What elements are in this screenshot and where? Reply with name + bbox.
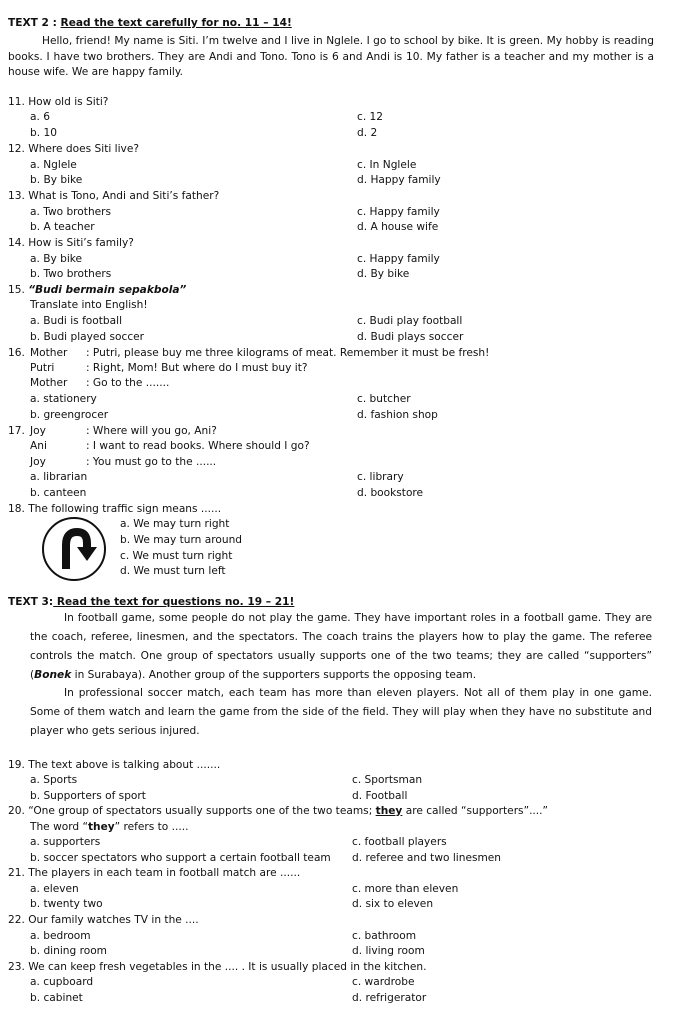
question-23: 23. We can keep fresh vegetables in the .... . It is usually placed in the kitchen. [8, 961, 427, 973]
question-19: 19. The text above is talking about ....... [8, 759, 221, 771]
option-20b: b. soccer spectators who support a certain football team [30, 852, 331, 864]
dialog-17-speaker-3: Joy [30, 456, 46, 468]
option-21b: b. twenty two [30, 898, 103, 910]
option-11d: d. 2 [357, 127, 378, 139]
text3-heading-instruction: Read the text for questions no. 19 – 21! [53, 596, 295, 608]
question-14: 14. How is Siti’s family? [8, 237, 134, 249]
option-22d: d. living room [352, 945, 425, 957]
text2-heading-prefix: TEXT 2 : [8, 17, 61, 29]
question-13: 13. What is Tono, Andi and Siti’s father? [8, 190, 220, 202]
option-16a: a. stationery [30, 393, 97, 405]
option-17b: b. canteen [30, 487, 87, 499]
dialog-16-speaker-2: Putri [30, 362, 55, 374]
option-22a: a. bedroom [30, 930, 91, 942]
question-20-sub-text: The word “ [30, 821, 88, 833]
option-23a: a. cupboard [30, 976, 94, 988]
question-16-number: 16. [8, 347, 25, 359]
option-23d: d. refrigerator [352, 992, 427, 1004]
option-17d: d. bookstore [357, 487, 424, 499]
option-15c: c. Budi play football [357, 315, 463, 327]
text3-p1-text-end: in Surabaya). Another group of the supporters supports the opposing team. [71, 669, 477, 681]
option-13a: a. Two brothers [30, 206, 112, 218]
option-20c: c. football players [352, 836, 447, 848]
option-16b: b. greengrocer [30, 409, 109, 421]
text3-p1-italic: Bonek [34, 669, 72, 681]
option-21a: a. eleven [30, 883, 79, 895]
option-14b: b. Two brothers [30, 268, 112, 280]
option-23b: b. cabinet [30, 992, 83, 1004]
dialog-16-line-1: : Putri, please buy me three kilograms of meat. Remember it must be fresh! [86, 347, 490, 359]
question-20-sub [30, 820, 189, 834]
option-18a: a. We may turn right [120, 518, 230, 530]
option-11a: a. 6 [30, 111, 50, 123]
text3-p1-text: In football game, some people do not play the game. They have important roles in a football game. They are the coach, referee, linesmen, and the spectators. The coach trains the players how to play the game. The referee controls the match. One group of spectators usually supports one of the two teams; they are called “supporters” ( [30, 612, 652, 681]
text2-heading-instruction: Read the text carefully for no. 11 – 14! [60, 17, 292, 29]
option-14d: d. By bike [357, 268, 410, 280]
question-18: 18. The following traffic sign means ...... [8, 503, 222, 515]
option-20d: d. referee and two linesmen [352, 852, 502, 864]
option-12d: d. Happy family [357, 174, 441, 186]
dialog-17-line-3: : You must go to the ...... [86, 456, 217, 468]
text3-paragraph-2: In professional soccer match, each team has more than eleven players. Not all of them play in one game. Some of them watch and learn the game from the side of the field. They will play when they have no substitute and player who gets serious injured. [30, 687, 652, 737]
question-15-number: 15. [8, 284, 29, 296]
dialog-16-speaker-1: Mother [30, 347, 68, 359]
option-19d: d. Football [352, 790, 408, 802]
option-18d: d. We must turn left [120, 565, 226, 577]
option-13c: c. Happy family [357, 206, 440, 218]
question-20-text: 20. “One group of spectators usually supports one of the two teams; [8, 805, 376, 817]
option-21c: c. more than eleven [352, 883, 459, 895]
question-20 [8, 804, 548, 818]
question-20-sub-text-end: ” refers to ..... [114, 821, 189, 833]
question-15-instruction: Translate into English! [30, 299, 148, 311]
u-turn-arrow-icon [44, 519, 104, 579]
dialog-16-line-2: : Right, Mom! But where do I must buy it? [86, 362, 308, 374]
option-19c: c. Sportsman [352, 774, 423, 786]
option-11c: c. 12 [357, 111, 384, 123]
option-14a: a. By bike [30, 253, 83, 265]
option-15d: d. Budi plays soccer [357, 331, 464, 343]
dialog-16-speaker-3: Mother [30, 377, 68, 389]
dialog-17-speaker-1: Joy [30, 425, 46, 437]
option-18b: b. We may turn around [120, 534, 243, 546]
question-17-number: 17. [8, 425, 25, 437]
option-23c: c. wardrobe [352, 976, 415, 988]
option-16d: d. fashion shop [357, 409, 438, 421]
option-12b: b. By bike [30, 174, 83, 186]
dialog-17-line-2: : I want to read books. Where should I go? [86, 440, 310, 452]
question-22: 22. Our family watches TV in the .... [8, 914, 199, 926]
option-18c: c. We must turn right [120, 550, 233, 562]
option-17a: a. librarian [30, 471, 88, 483]
option-14c: c. Happy family [357, 253, 440, 265]
option-20a: a. supporters [30, 836, 101, 848]
traffic-sign-u-turn [42, 517, 106, 581]
option-13b: b. A teacher [30, 221, 95, 233]
question-15-quote: “Budi bermain sepakbola” [28, 284, 187, 296]
option-17c: c. library [357, 471, 404, 483]
option-22c: c. bathroom [352, 930, 417, 942]
option-16c: c. butcher [357, 393, 411, 405]
text3-paragraph-1 [30, 609, 652, 685]
question-20-text-end: are called “supporters”....” [402, 805, 549, 817]
option-11b: b. 10 [30, 127, 57, 139]
option-15a: a. Budi is football [30, 315, 123, 327]
option-19a: a. Sports [30, 774, 78, 786]
dialog-16-line-3: : Go to the ....... [86, 377, 170, 389]
option-13d: d. A house wife [357, 221, 439, 233]
option-12c: c. In Nglele [357, 159, 417, 171]
question-21: 21. The players in each team in football match are ...... [8, 867, 301, 879]
option-15b: b. Budi played soccer [30, 331, 145, 343]
option-22b: b. dining room [30, 945, 107, 957]
text2-paragraph: Hello, friend! My name is Siti. I’m twelve and I live in Nglele. I go to school by bike. It is green. My hobby is reading books. I have two brothers. They are Andi and Tono. Tono is 6 and Andi is 10. My father is a teacher and my mother is a house wife. We are happy family. [8, 35, 654, 78]
dialog-17-line-1: : Where will you go, Ani? [86, 425, 217, 437]
dialog-17-speaker-2: Ani [30, 440, 47, 452]
option-19b: b. Supporters of sport [30, 790, 146, 802]
text3-heading [8, 595, 294, 609]
text2-heading [8, 16, 292, 30]
question-20-sub-keyword: they [87, 821, 115, 833]
question-20-keyword: they [375, 805, 403, 817]
question-11: 11. How old is Siti? [8, 96, 109, 108]
option-21d: d. six to eleven [352, 898, 434, 910]
question-12: 12. Where does Siti live? [8, 143, 139, 155]
text3-heading-prefix: TEXT 3: [8, 596, 54, 608]
question-15 [8, 283, 186, 297]
option-12a: a. Nglele [30, 159, 77, 171]
